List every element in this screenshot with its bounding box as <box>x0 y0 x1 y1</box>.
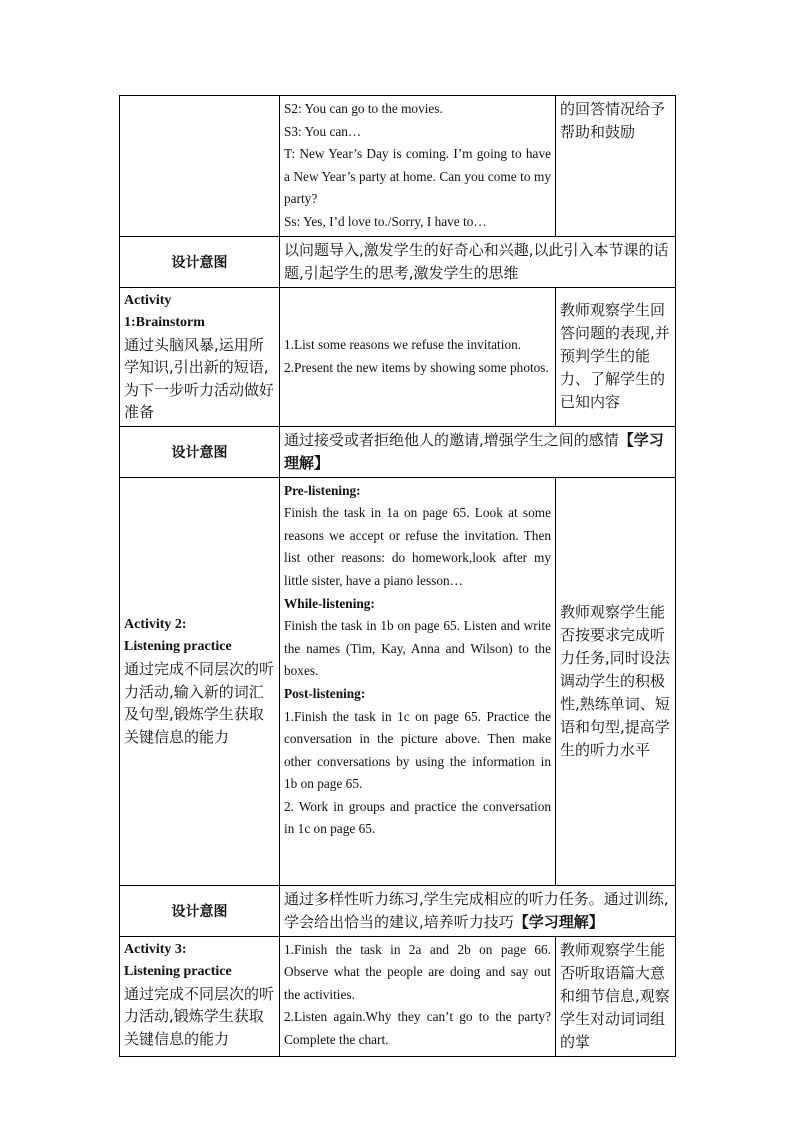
activity-description: 通过完成不同层次的听力活动,锻炼学生获取关键信息的能力 <box>124 984 275 1048</box>
activity-title-cell <box>120 287 280 426</box>
dialogue-line: S2: You can go to the movies. <box>284 101 443 116</box>
post-listening-heading: Post-listening: <box>284 685 366 701</box>
lesson-plan-table <box>119 95 676 1057</box>
empty-cell <box>120 96 280 237</box>
activity-content-cell <box>280 287 556 426</box>
activity-title: Activity <box>124 292 172 308</box>
activity-step: 2.Present the new items by showing some photos. <box>284 359 549 375</box>
activity-subtitle: Listening practice <box>124 963 232 979</box>
dialogue-cell <box>280 96 556 237</box>
teacher-note-cell <box>556 477 676 885</box>
dialogue-line: S3: You can… <box>284 123 362 139</box>
pre-listening-text: Finish the task in 1a on page 65. Look at some reasons we accept or refuse the invitation. Then list other reasons: do homework,look after my little sister, have a piano lesson… <box>284 505 551 588</box>
activity-description: 通过头脑风暴,运用所学知识,引出新的短语,为下一步听力活动做好准备 <box>124 335 275 422</box>
teacher-note: 教师观察学生回答问题的表现,并预判学生的能力、了解学生的已知内容 <box>560 301 670 412</box>
activity-content-cell <box>280 477 556 885</box>
activity-row <box>120 936 676 1056</box>
post-listening-text: 2. Work in groups and practice the conversation in 1c on page 65. <box>284 798 551 837</box>
learning-tag: 【学习理解】 <box>513 912 604 931</box>
design-intent-label: 设计意图 <box>120 426 280 477</box>
pre-listening-heading: Pre-listening: <box>284 482 361 498</box>
activity-subtitle: 1:Brainstorm <box>124 314 205 330</box>
design-intent-label: 设计意图 <box>120 885 280 936</box>
teacher-note: 的回答情况给予帮助和鼓励 <box>560 100 666 141</box>
activity-subtitle: Listening practice <box>124 639 232 655</box>
activity-title-cell <box>120 936 280 1056</box>
teacher-note: 教师观察学生能否按要求完成听力任务,同时设法调动学生的积极性,熟练单词、短语和句型,提高学生的听力水平 <box>560 602 670 759</box>
activity-row <box>120 477 676 885</box>
design-intent-row <box>120 426 676 477</box>
design-intent-text: 通过多样性听力练习,学生完成相应的听力任务。通过训练,学会给出恰当的建议,培养听力技巧 <box>284 889 669 931</box>
design-intent-row <box>120 236 676 287</box>
design-intent-text: 以问题导入,激发学生的好奇心和兴趣,以此引入本节课的话题,引起学生的思考,激发学生的思维 <box>280 236 676 287</box>
design-intent-row <box>120 885 676 936</box>
activity-description: 通过完成不同层次的听力活动,输入新的词汇及句型,锻炼学生获取关键信息的能力 <box>124 660 275 746</box>
design-intent-label: 设计意图 <box>120 236 280 287</box>
design-intent-text: 通过接受或者拒绝他人的邀请,增强学生之间的感情 <box>284 430 619 449</box>
activity-step: 2.Listen again.Why they can’t go to the party? Complete the chart. <box>284 1009 551 1047</box>
activity-step: 1.Finish the task in 2a and 2b on page 66. Observe what the people are doing and say out the activities. <box>284 941 551 1002</box>
activity-title: Activity 3: <box>124 941 187 957</box>
activity-content-cell <box>280 936 556 1056</box>
teacher-note-cell <box>556 936 676 1056</box>
teacher-note-cell <box>556 287 676 426</box>
teacher-note: 教师观察学生能否听取语篇大意和细节信息,观察学生对动词词组的掌 <box>560 940 670 1051</box>
dialogue-row <box>120 96 676 237</box>
activity-title-cell <box>120 477 280 885</box>
learning-tag: 【学习理解】 <box>284 430 664 472</box>
dialogue-line: T: New Year’s Day is coming. I’m going to have a New Year’s party at home. Can you come to my party? <box>284 146 551 207</box>
teacher-note-cell <box>556 96 676 237</box>
while-listening-text: Finish the task in 1b on page 65. Listen and write the names (Tim, Kay, Anna and Wilson) to the boxes. <box>284 618 551 679</box>
activity-row <box>120 287 676 426</box>
while-listening-heading: While-listening: <box>284 595 375 611</box>
dialogue-line: Ss: Yes, I’d love to./Sorry, I have to… <box>284 213 487 229</box>
design-intent-cell <box>280 885 676 936</box>
post-listening-text: 1.Finish the task in 1c on page 65. Practice the conversation in the picture above. Then make other conversations by using the information in 1b on page 65. <box>284 708 551 792</box>
activity-step: 1.List some reasons we refuse the invitation. <box>284 336 522 352</box>
design-intent-cell <box>280 426 676 477</box>
activity-title: Activity 2: <box>124 617 187 633</box>
